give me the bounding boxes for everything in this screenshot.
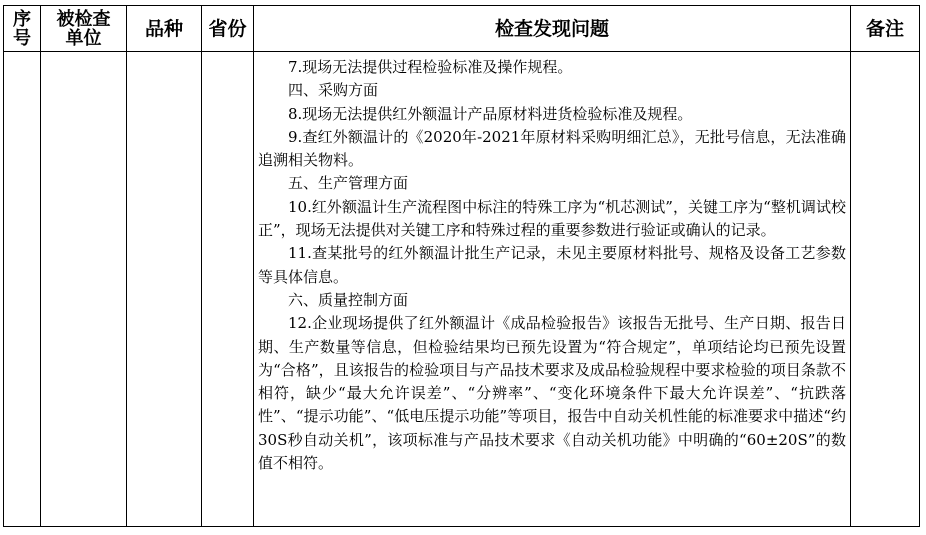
section-heading-production: 五、生产管理方面 [288, 174, 409, 193]
inspection-table [3, 5, 920, 527]
header-unit-top: 被检查 [56, 8, 111, 30]
problem-paragraph: 9.查红外额温计的《2020年-2021年原材料采购明细汇总》，无批号信息，无法准确追溯相关物料。 [258, 127, 846, 170]
table-row [4, 52, 920, 527]
cell-variety [127, 52, 202, 527]
header-row [4, 6, 920, 52]
cell-province [202, 52, 254, 527]
section-heading-quality: 六、质量控制方面 [288, 290, 409, 309]
header-seq [4, 6, 41, 52]
problem-paragraph: 8.现场无法提供红外额温计产品原材料进货检验标准及规程。 [288, 104, 693, 123]
header-unit-bottom: 单位 [65, 27, 102, 49]
problems-content [254, 52, 850, 475]
problem-paragraph: 12.企业现场提供了红外额温计《成品检验报告》该报告无批号、生产日期、报告日期、生产数量等信息，但检验结果均已预先设置为“符合规定”，单项结论均已预先设置为“合格”，且该报告的检验项目与产品技术要求及成品检验规程中要求检验的项目条款不相符，缺少“最大允许误差”、“分辨率”、“变化环境条件下最大允许误差”、“抗跌落性”、“提示功能”、“低电压提示功能”等项目，报告中自动关机性能的标准要求中描述“约30S秒自动关机”，该项标准与产品技术要求《自动关机功能》中明确的“60±20S”的数值不相符。 [258, 314, 846, 473]
cell-remarks [851, 52, 920, 527]
cell-problems [254, 52, 851, 527]
cell-seq [4, 52, 41, 527]
header-problems: 检查发现问题 [254, 6, 851, 52]
header-seq-top: 序 [13, 8, 31, 30]
header-variety: 品种 [127, 6, 202, 52]
problem-paragraph: 7.现场无法提供过程检验标准及操作规程。 [288, 58, 573, 76]
section-heading-procurement: 四、采购方面 [288, 81, 379, 100]
problem-paragraph: 11.查某批号的红外额温计批生产记录，未见主要原材料批号、规格及设备工艺参数等具体信息。 [258, 244, 846, 286]
header-seq-bottom: 号 [13, 27, 31, 49]
header-unit [41, 6, 127, 52]
header-remarks: 备注 [851, 6, 920, 52]
problem-paragraph: 10.红外额温计生产流程图中标注的特殊工序为“机芯测试”，关键工序为“整机调试校正”，现场无法提供对关键工序和特殊过程的重要参数进行验证或确认的记录。 [258, 197, 846, 240]
header-province: 省份 [202, 6, 254, 52]
cell-unit [41, 52, 127, 527]
